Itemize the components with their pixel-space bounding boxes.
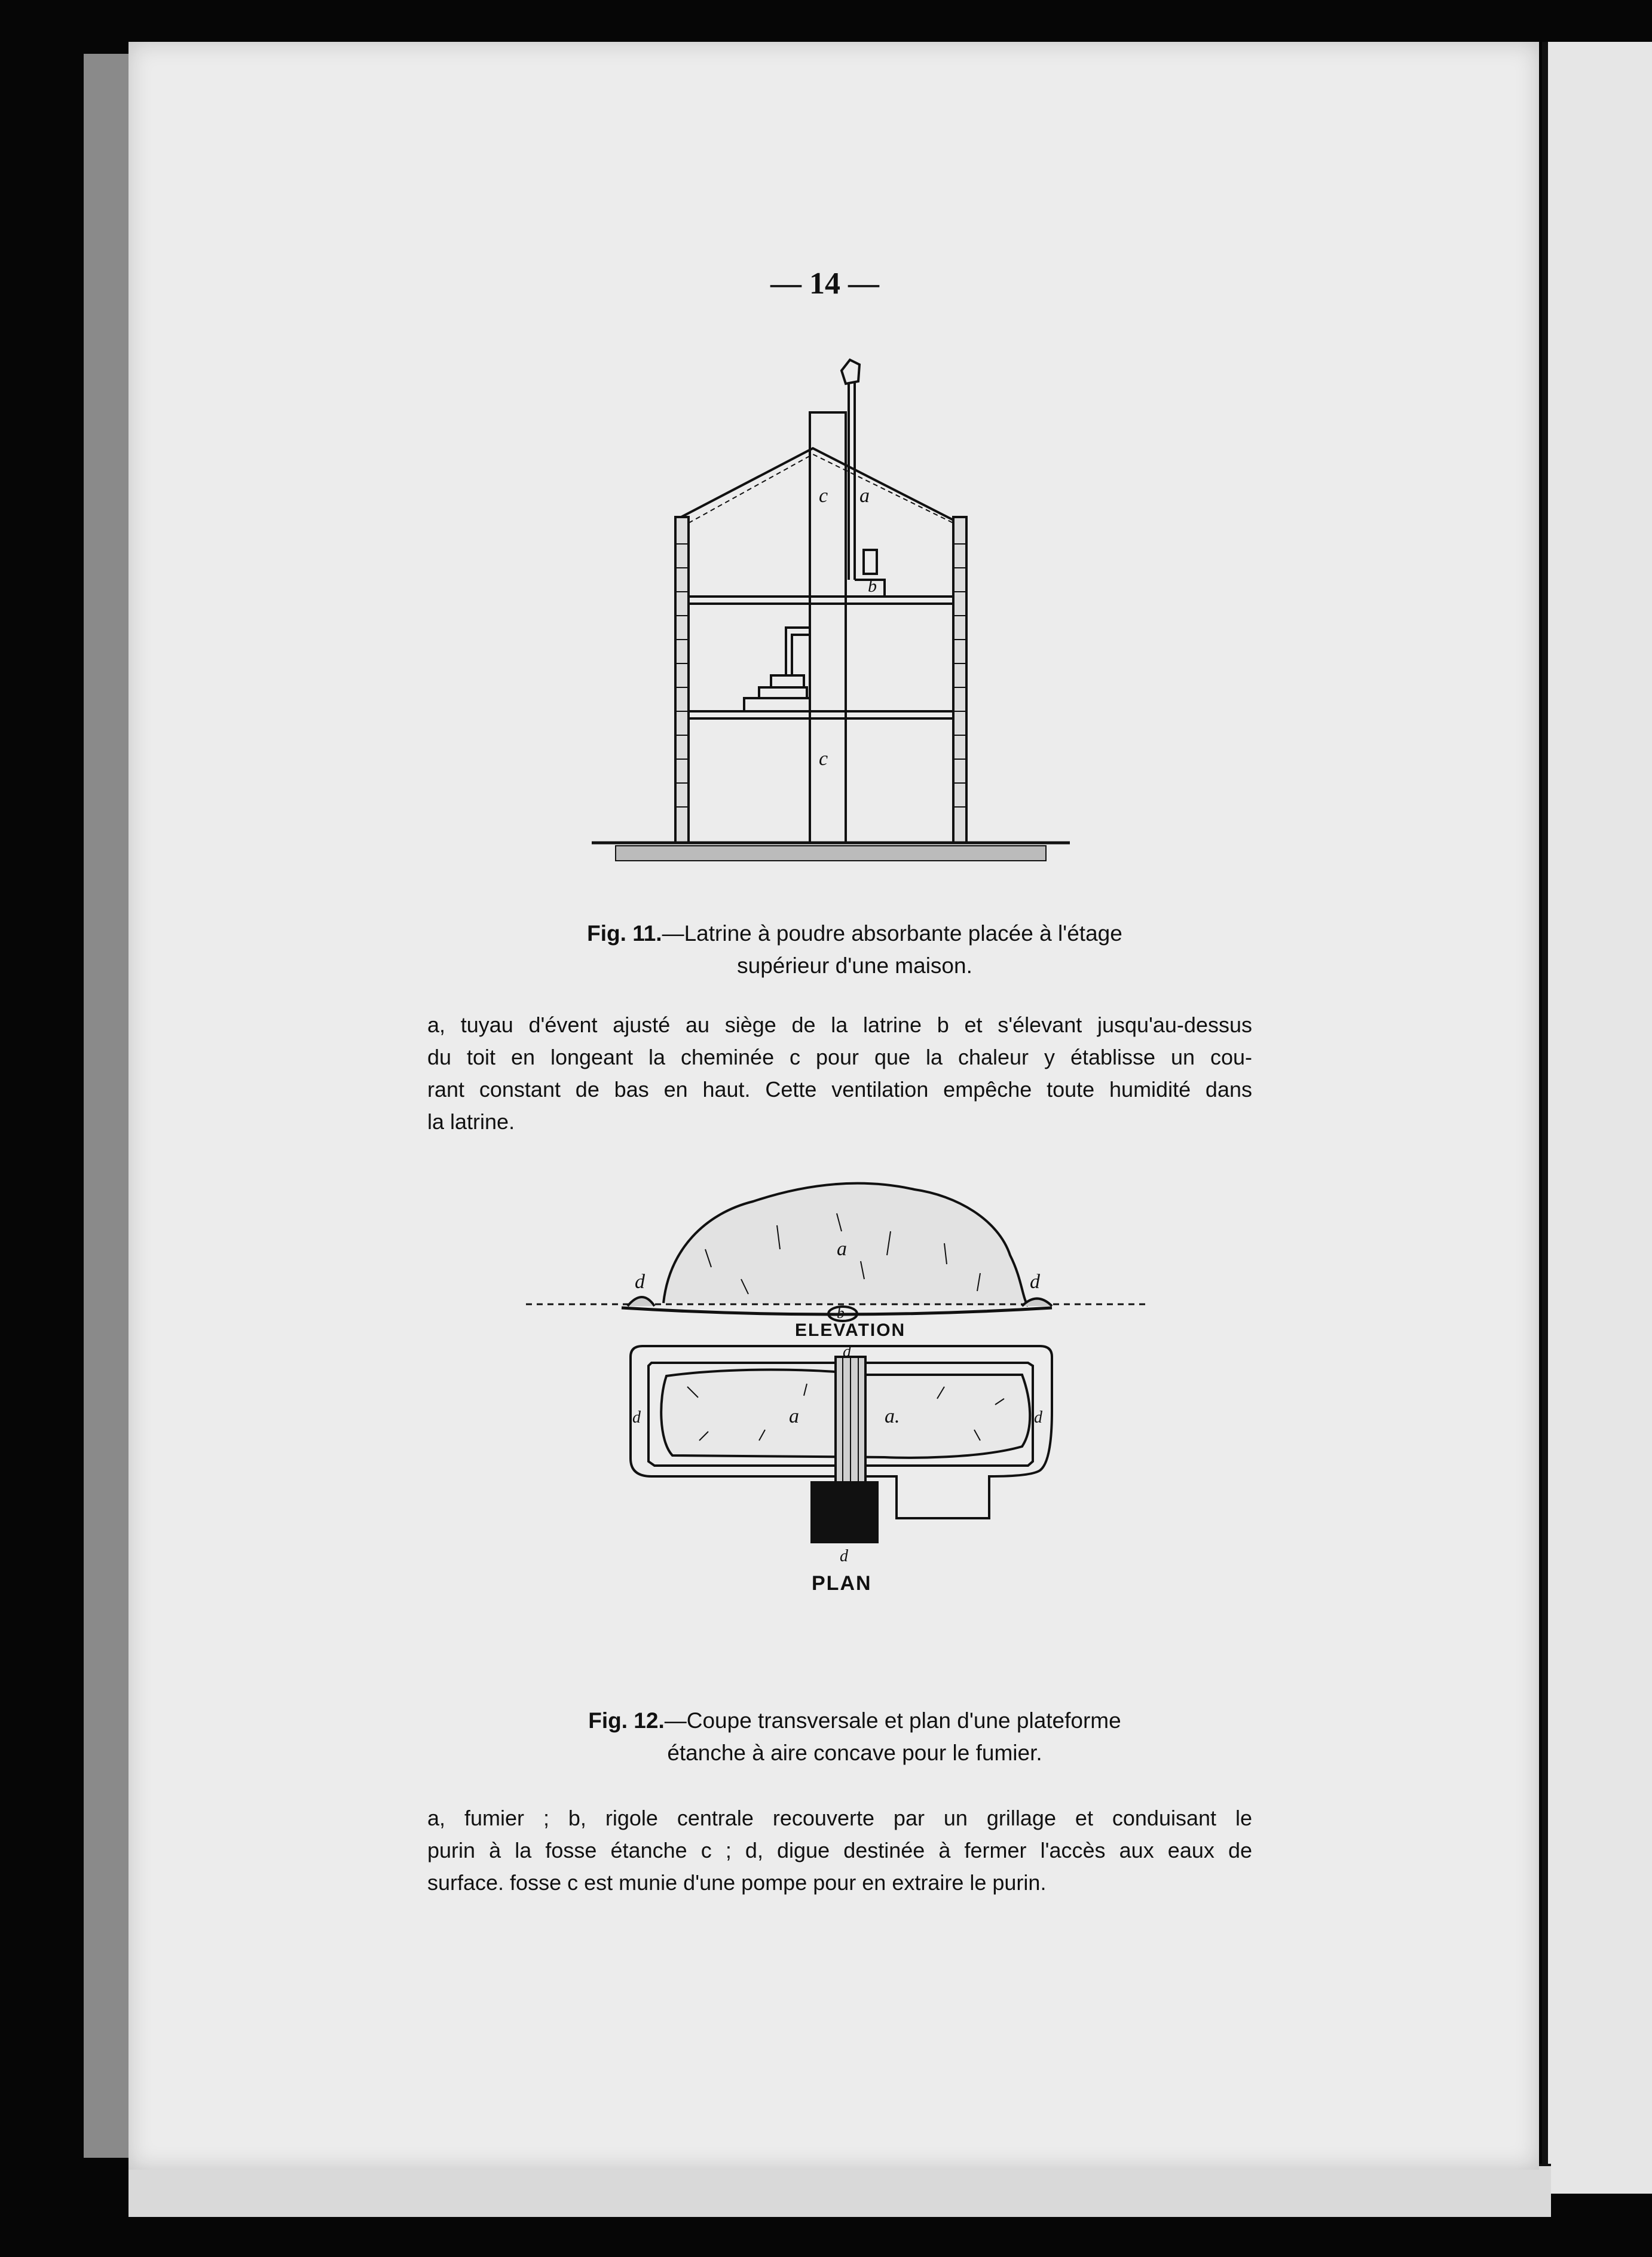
elevation-title: ELEVATION bbox=[795, 1320, 906, 1340]
plan-marker-a-right: a. bbox=[885, 1405, 900, 1427]
paragraph-line: du toit en longeant la cheminée c pour que la chaleur y établisse un cou- bbox=[427, 1045, 1252, 1069]
plan-marker-a-left: a bbox=[789, 1405, 799, 1427]
figure-11-house-section bbox=[592, 353, 1082, 879]
figure-12-legend-paragraph bbox=[427, 1802, 1252, 1899]
paragraph-line: surface. fosse c est munie d'une pompe pour en extraire le purin. bbox=[427, 1870, 1047, 1895]
figure-11-legend-paragraph bbox=[427, 1009, 1252, 1138]
page-bottom-edge bbox=[129, 2164, 1551, 2217]
paragraph-line: rant constant de bas en haut. Cette ventilation empêche toute humidité dans bbox=[427, 1077, 1252, 1102]
plan-marker-d-top: d bbox=[843, 1342, 851, 1361]
figure-12-caption-line1: —Coupe transversale et plan d'une plateforme bbox=[664, 1708, 1121, 1733]
figure-12-caption-line2: étanche à aire concave pour le fumier. bbox=[667, 1741, 1042, 1765]
paragraph-line: purin à la fosse étanche c ; d, digue destinée à fermer l'accès aux eaux de bbox=[427, 1838, 1252, 1863]
plan-marker-d-left: d bbox=[632, 1408, 641, 1427]
figure-11-caption-line2: supérieur d'une maison. bbox=[737, 953, 972, 978]
paragraph-line: a, fumier ; b, rigole centrale recouverte par un grillage et conduisant le bbox=[427, 1806, 1252, 1830]
page-number: — 14 — bbox=[770, 267, 879, 301]
figure-12-label: Fig. 12. bbox=[588, 1708, 665, 1733]
elevation-marker-d-left: d bbox=[635, 1271, 645, 1293]
elevation-marker-a: a bbox=[837, 1238, 847, 1260]
figure-11-caption-line1: —Latrine à poudre absorbante placée à l'étage bbox=[662, 921, 1122, 946]
elevation-marker-b: b bbox=[837, 1304, 845, 1322]
paragraph-line: la latrine. bbox=[427, 1109, 515, 1134]
marker-c-lower: c bbox=[819, 748, 828, 770]
marker-b: b bbox=[868, 576, 877, 596]
marker-a: a bbox=[859, 485, 870, 507]
page-left-edge bbox=[84, 54, 131, 2158]
elevation-marker-d-right: d bbox=[1030, 1271, 1040, 1293]
figure-11-label: Fig. 11. bbox=[587, 921, 662, 946]
figure-12-caption bbox=[466, 1705, 1243, 1769]
plan-title: PLAN bbox=[812, 1572, 872, 1595]
plan-marker-d-right: d bbox=[1034, 1408, 1042, 1427]
plan-marker-d-bottom: d bbox=[840, 1547, 848, 1565]
figure-11-caption bbox=[466, 918, 1243, 982]
paragraph-line: a, tuyau d'évent ajusté au siège de la latrine b et s'élevant jusqu'au-dessus bbox=[427, 1013, 1252, 1037]
figure-12-manure-platform bbox=[526, 1160, 1154, 1668]
marker-c-upper: c bbox=[819, 485, 828, 507]
adjacent-page-edge bbox=[1542, 42, 1652, 2194]
